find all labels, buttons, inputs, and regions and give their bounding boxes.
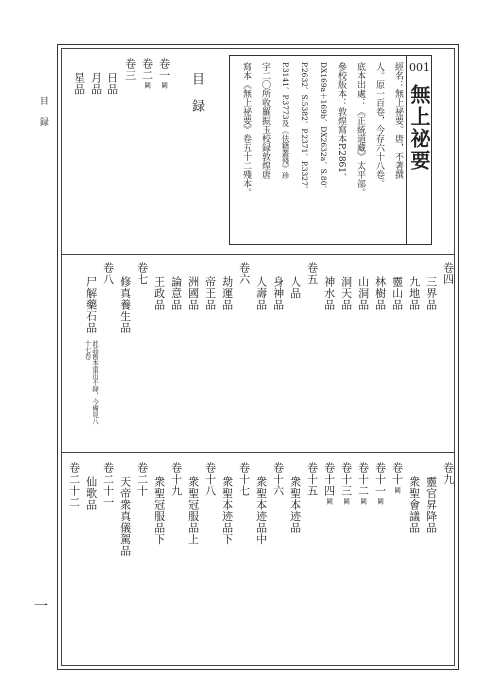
toc-volume: 卷十二 <box>356 462 370 497</box>
toc-item: 日品 <box>105 72 119 95</box>
toc-volume: 卷一 <box>157 58 171 81</box>
toc-item: 洞天品 <box>339 276 353 311</box>
toc-item: 衆聖本迹品 <box>288 476 302 534</box>
toc-volume: 卷四 <box>441 262 455 285</box>
toc-volume: 卷二十二 <box>67 462 81 508</box>
margin-title: 目録 <box>37 96 48 138</box>
toc-item: 洲國品 <box>186 276 200 311</box>
toc-item: 山洞品 <box>356 276 370 311</box>
toc-item: 衆聖本迹品中 <box>254 476 268 545</box>
description-line: 經名：無上祕要。唐，不著撰 <box>393 62 403 179</box>
toc-volume: 卷十九 <box>169 462 183 497</box>
toc-item: 九地品 <box>407 276 421 311</box>
toc-item: 衆聖冠服品上 <box>186 476 200 545</box>
toc-item: 天帝衆真儀駕品 <box>118 476 132 557</box>
toc-item: 劫運品 <box>220 276 234 311</box>
toc-volume: 卷二 <box>140 58 154 81</box>
toc-item: 王政品 <box>152 276 166 311</box>
toc-volume: 卷八 <box>101 262 115 285</box>
toc-item: 身神品 <box>271 276 285 311</box>
toc-volume: 卷十七 <box>237 462 251 497</box>
toc-item: 衆聖冠服品下 <box>152 476 166 545</box>
toc-item: 尸解藥石品 <box>84 276 98 334</box>
toc-missing-mark: 闕 <box>393 487 402 494</box>
toc-item: 靈山品 <box>390 276 404 311</box>
toc-volume: 卷六 <box>237 262 251 285</box>
description-line: 寫本《無上祕要》卷五十二殘本。 <box>241 62 251 197</box>
toc-volume: 卷十六 <box>271 462 285 497</box>
toc-volume: 卷十五 <box>305 462 319 497</box>
sequence-number: 001 <box>409 61 430 74</box>
document-title: 無上祕要 <box>407 84 431 172</box>
toc-missing-mark: 闕 <box>143 82 152 89</box>
margin-page-number: 一 <box>34 599 48 615</box>
toc-item: 人壽品 <box>254 276 268 311</box>
contents-heading: 目録 <box>189 72 204 126</box>
toc-item: 仙歌品 <box>84 476 98 511</box>
toc-item: 星品 <box>72 72 86 95</box>
description-line: 字二〇所收羅振玉校録敦煌唐 <box>260 62 270 179</box>
toc-item: 神水品 <box>322 276 336 311</box>
toc-item: 修真養生品 <box>118 276 132 334</box>
description-line: 底本出處：《正統道藏》太平部。 <box>355 62 365 197</box>
description-line: P.3141、P.3773及《伕籍叢殘》珍 <box>281 62 290 180</box>
toc-note: 此品舊本重出不録，今備見八十七卷 <box>83 340 99 425</box>
description-line: DX169a＋169b、DX2632a、S.80、 <box>319 62 328 193</box>
section-divider-1 <box>61 254 455 255</box>
toc-missing-mark: 闕 <box>160 82 169 89</box>
toc-volume: 卷五 <box>305 262 319 285</box>
toc-volume: 卷二十一 <box>101 462 115 508</box>
toc-missing-mark: 闕 <box>325 498 334 505</box>
toc-item: 靈官昇降品 <box>424 476 438 534</box>
toc-volume: 卷九 <box>441 462 455 485</box>
toc-volume: 卷七 <box>135 262 149 285</box>
description-line: 參校版本：敦煌寫本P.2861、 <box>336 62 346 182</box>
toc-volume: 卷十 <box>390 462 404 485</box>
toc-item: 三界品 <box>424 276 438 311</box>
description <box>233 62 404 240</box>
toc-item: 人品 <box>288 276 302 299</box>
toc-volume: 卷十四 <box>322 462 336 497</box>
toc-item: 月品 <box>89 72 103 95</box>
description-line: P.2632、S.5382、P.2371、P.3327、 <box>300 62 309 194</box>
toc-volume: 卷十三 <box>339 462 353 497</box>
toc-item: 林樹品 <box>373 276 387 311</box>
toc-item: 帝王品 <box>203 276 217 311</box>
description-line: 人。原一百卷，今存六十八卷。 <box>374 62 384 188</box>
toc-item: 衆聖本迹品下 <box>220 476 234 545</box>
section-divider-2 <box>61 452 455 453</box>
toc-volume: 卷三 <box>123 58 137 81</box>
toc-volume: 卷二十 <box>135 462 149 497</box>
toc-volume: 卷十一 <box>373 462 387 497</box>
toc-item: 論意品 <box>169 276 183 311</box>
toc-missing-mark: 闕 <box>359 498 368 505</box>
toc-volume: 卷十八 <box>203 462 217 497</box>
toc-missing-mark: 闕 <box>376 498 385 505</box>
toc-missing-mark: 闕 <box>342 498 351 505</box>
toc-item: 衆聖會議品 <box>407 476 421 534</box>
